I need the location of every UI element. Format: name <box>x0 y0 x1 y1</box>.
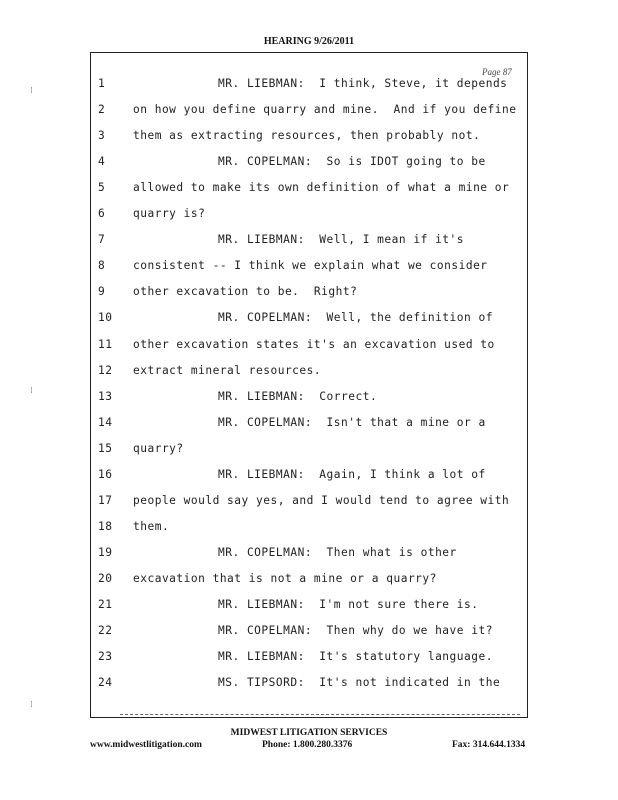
transcript-line <box>0 520 618 540</box>
line-text: MR. COPELMAN: Well, the definition of <box>218 311 493 325</box>
line-text: MR. COPELMAN: So is IDOT going to be <box>218 155 486 169</box>
line-number: 17 <box>98 493 113 507</box>
transcript-line <box>0 285 618 305</box>
transcript-line <box>0 468 618 488</box>
page-header-title: HEARING 9/26/2011 <box>263 36 355 47</box>
transcript-line <box>0 416 618 436</box>
line-number: 4 <box>98 155 106 169</box>
line-text: consistent -- I think we explain what we consider <box>133 259 488 273</box>
transcript-line <box>0 676 618 696</box>
line-text: quarry? <box>133 441 184 455</box>
margin-mark-bottom: ⁞ <box>30 700 33 710</box>
footer-firm-name: MIDWEST LITIGATION SERVICES <box>230 728 388 738</box>
transcript-line <box>0 207 618 227</box>
line-number: 23 <box>98 650 113 664</box>
line-number: 9 <box>98 285 106 299</box>
line-text: on how you define quarry and mine. And if you define <box>133 103 517 117</box>
transcript-line <box>0 494 618 514</box>
transcript-line <box>0 129 618 149</box>
line-number: 21 <box>98 598 113 611</box>
line-text: MR. COPELMAN: Then what is other <box>218 545 457 559</box>
line-number: 13 <box>98 389 113 403</box>
transcript-line <box>0 390 618 410</box>
line-number: 6 <box>98 207 106 221</box>
line-text: quarry is? <box>133 207 206 221</box>
line-text: MR. LIEBMAN: It's statutory language. <box>218 650 493 664</box>
line-number: 7 <box>98 233 106 247</box>
line-number: 16 <box>98 467 113 481</box>
line-text: other excavation states it's an excavation used to <box>133 337 495 351</box>
line-text: MR. LIEBMAN: Correct. <box>218 389 378 403</box>
transcript-line <box>0 155 618 175</box>
line-text: them. <box>133 519 170 533</box>
footer-phone: Phone: 1.800.280.3376 <box>262 740 353 750</box>
line-text: MR. COPELMAN: Then why do we have it? <box>218 624 493 638</box>
line-number: 20 <box>98 571 113 585</box>
footer-website: www.midwestlitigation.com <box>90 740 202 750</box>
line-number: 1 <box>98 77 106 90</box>
transcript-line <box>0 546 618 566</box>
footer-fax: Fax: 314.644.1334 <box>452 740 526 750</box>
transcript-line <box>0 311 618 331</box>
transcript-line <box>0 650 618 670</box>
margin-mark-top: ⁞ <box>30 86 33 96</box>
transcript-line <box>0 338 618 358</box>
transcript-line <box>0 181 618 201</box>
line-number: 18 <box>98 519 113 533</box>
transcript-line <box>0 572 618 592</box>
line-number: 15 <box>98 441 113 455</box>
line-number: 19 <box>98 545 113 559</box>
line-number: 24 <box>98 676 113 690</box>
transcript-frame <box>90 52 528 718</box>
line-number: 22 <box>98 624 113 638</box>
transcript-line <box>0 77 618 97</box>
line-number: 5 <box>98 181 106 195</box>
line-text: extract mineral resources. <box>133 363 322 377</box>
line-text: MS. TIPSORD: It's not indicated in the <box>218 676 501 690</box>
footer-contact-row <box>0 740 618 754</box>
transcript-line <box>0 598 618 618</box>
line-text: MR. LIEBMAN: I'm not sure there is. <box>218 598 479 611</box>
transcript-line <box>0 624 618 644</box>
transcript-line <box>0 364 618 384</box>
line-number: 3 <box>98 129 106 143</box>
transcript-line <box>0 442 618 462</box>
line-text: them as extracting resources, then probably not. <box>133 129 481 143</box>
line-text: other excavation to be. Right? <box>133 285 358 299</box>
scan-artifact-strip <box>120 714 520 719</box>
transcript-line <box>0 103 618 123</box>
line-text: excavation that is not a mine or a quarry? <box>133 571 437 585</box>
line-text: people would say yes, and I would tend to agree with <box>133 493 510 507</box>
line-text: MR. LIEBMAN: I think, Steve, it depends <box>218 77 508 90</box>
transcript-line <box>0 233 618 253</box>
line-number: 14 <box>98 415 113 429</box>
page-number: Page 87 <box>482 67 512 77</box>
line-text: MR. LIEBMAN: Well, I mean if it's <box>218 233 465 247</box>
line-number: 12 <box>98 363 113 377</box>
line-number: 8 <box>98 259 106 273</box>
line-text: allowed to make its own definition of what a mine or <box>133 181 510 195</box>
line-text: MR. LIEBMAN: Again, I think a lot of <box>218 467 486 481</box>
transcript-line <box>0 259 618 279</box>
margin-mark-middle: ⁞ <box>30 386 33 396</box>
line-number: 10 <box>98 311 113 325</box>
line-number: 11 <box>98 337 113 351</box>
line-text: MR. COPELMAN: Isn't that a mine or a <box>218 415 486 429</box>
line-number: 2 <box>98 103 106 117</box>
